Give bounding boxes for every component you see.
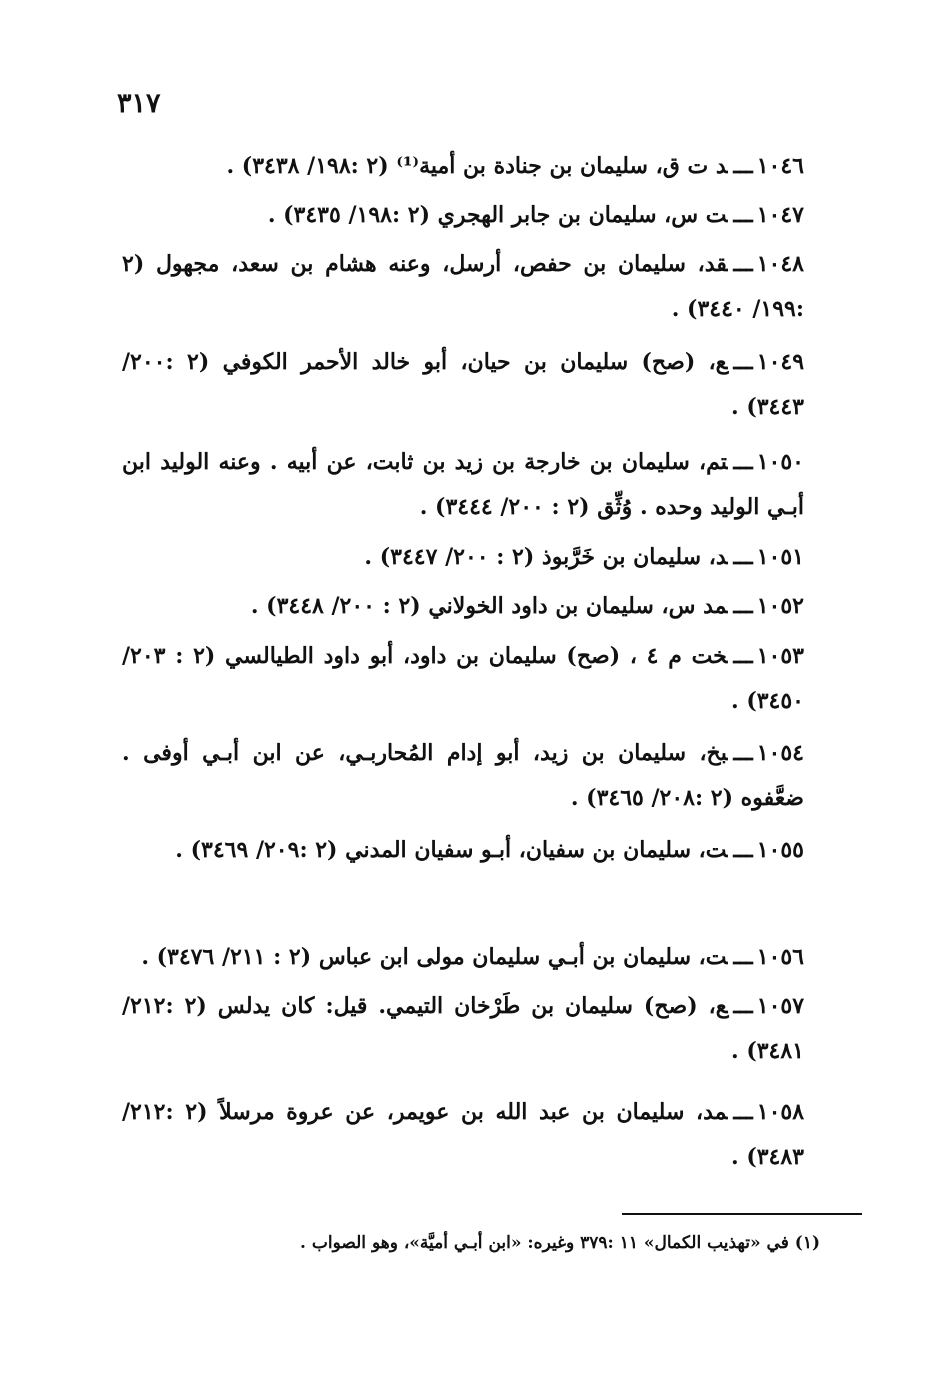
entry-text: خت م ٤ ، (صح) سليمان بن داود، أبو داود الطيالسي (٢ : ٢٠٣/ ٣٤٥٠) .: [122, 643, 804, 714]
footnote-divider: [622, 1213, 862, 1215]
entry-number: ١٠٥٦: [756, 944, 804, 970]
entry-text: ت، سليمان بن سفيان، أبـو سفيان المدني (٢ :٢٠٩/ ٣٤٦٩) .: [175, 837, 728, 863]
entry-dash: ـــ: [733, 544, 753, 570]
entry-text: د ت ق، سليمان بن جنادة بن أمية⁽¹⁾ (٢ :١٩٨/ ٣٤٣٨) .: [226, 153, 728, 179]
entry-dash: ـــ: [733, 349, 753, 375]
entry-1049: [122, 340, 804, 430]
entry-dash: ـــ: [733, 251, 753, 277]
entry-text: د، سليمان بن خَرَّبوذ (٢ : ٢٠٠/ ٣٤٤٧) .: [364, 544, 728, 570]
entry-1047: [122, 193, 804, 238]
entry-dash: ـــ: [733, 153, 753, 179]
entry-number: ١٠٥٨: [756, 1099, 805, 1125]
entry-dash: ـــ: [733, 449, 753, 475]
entry-dash: ـــ: [733, 837, 753, 863]
entry-number: ١٠٤٧: [756, 202, 804, 228]
entry-dash: ـــ: [733, 202, 753, 228]
entry-number: ١٠٥٤: [756, 740, 804, 766]
entry-number: ١٠٤٦: [756, 153, 804, 179]
entry-dash: ـــ: [733, 740, 753, 766]
entry-1048: [122, 242, 804, 332]
entry-1058: [122, 1090, 804, 1180]
entry-number: ١٠٥١: [756, 544, 804, 570]
entry-text: مد س، سليمان بن داود الخولاني (٢ : ٢٠٠/ ٣٤٤٨) .: [250, 593, 728, 619]
entry-1056: [122, 935, 804, 980]
entry-1053: [122, 634, 804, 724]
page-number: ٣١٧: [117, 88, 161, 119]
footnote: (١) في «تهذيب الكمال» ١١ :٣٧٩ وغيره: «ابن أبـي أميَّة»، وهو الصواب .: [300, 1233, 820, 1253]
entry-text: بخ، سليمان بن زيد، أبو إدام المُحاربـي، عن ابن أبـي أوفى . ضعَّفوه (٢ :٢٠٨/ ٣٤٦٥) .: [122, 740, 804, 811]
entry-1051: [122, 535, 804, 580]
entry-text: قد، سليمان بن حفص، أرسل، وعنه هشام بن سعد، مجهول (٢ :١٩٩/ ٣٤٤٠) .: [122, 251, 804, 322]
entry-dash: ـــ: [733, 1099, 753, 1125]
entry-dash: ـــ: [733, 993, 753, 1019]
entry-1054: [122, 731, 804, 821]
entry-number: ١٠٤٩: [756, 349, 805, 375]
entry-dash: ـــ: [733, 643, 753, 669]
entry-text: مد، سليمان بن عبد الله بن عويمر، عن عروة مرسلاً (٢ :٢١٢/ ٣٤٨٣) .: [122, 1099, 804, 1170]
entry-number: ١٠٤٨: [756, 251, 804, 277]
entry-dash: ـــ: [733, 944, 753, 970]
entry-text: ع، (صح) سليمان بن حيان، أبو خالد الأحمر الكوفي (٢ :٢٠٠/ ٣٤٤٣) .: [122, 349, 804, 420]
entry-number: ١٠٥٢: [756, 593, 804, 619]
entry-number: ١٠٥٠: [756, 449, 804, 475]
entry-dash: ـــ: [733, 593, 753, 619]
entry-1050: [122, 440, 804, 530]
entry-text: تم، سليمان بن خارجة بن زيد بن ثابت، عن أبيه . وعنه الوليد ابن أبـي الوليد وحده . وُثِّق (٢ : ٢٠٠/ ٣٤٤٤) .: [122, 449, 804, 520]
entry-text: ت، سليمان بن أبـي سليمان مولى ابن عباس (٢ : ٢١١/ ٣٤٧٦) .: [141, 944, 728, 970]
entry-1057: [122, 984, 804, 1074]
entry-text: ع، (صح) سليمان بن طَرْخان التيمي. قيل: كان يدلس (٢ :٢١٢/ ٣٤٨١) .: [122, 993, 804, 1064]
entry-text: ت س، سليمان بن جابر الهجري (٢ :١٩٨/ ٣٤٣٥) .: [267, 202, 728, 228]
entry-1052: [122, 584, 804, 629]
entry-number: ١٠٥٧: [756, 993, 805, 1019]
entry-1046: [122, 144, 804, 189]
entry-1055: [122, 828, 804, 873]
entry-number: ١٠٥٥: [756, 837, 804, 863]
entry-number: ١٠٥٣: [756, 643, 804, 669]
